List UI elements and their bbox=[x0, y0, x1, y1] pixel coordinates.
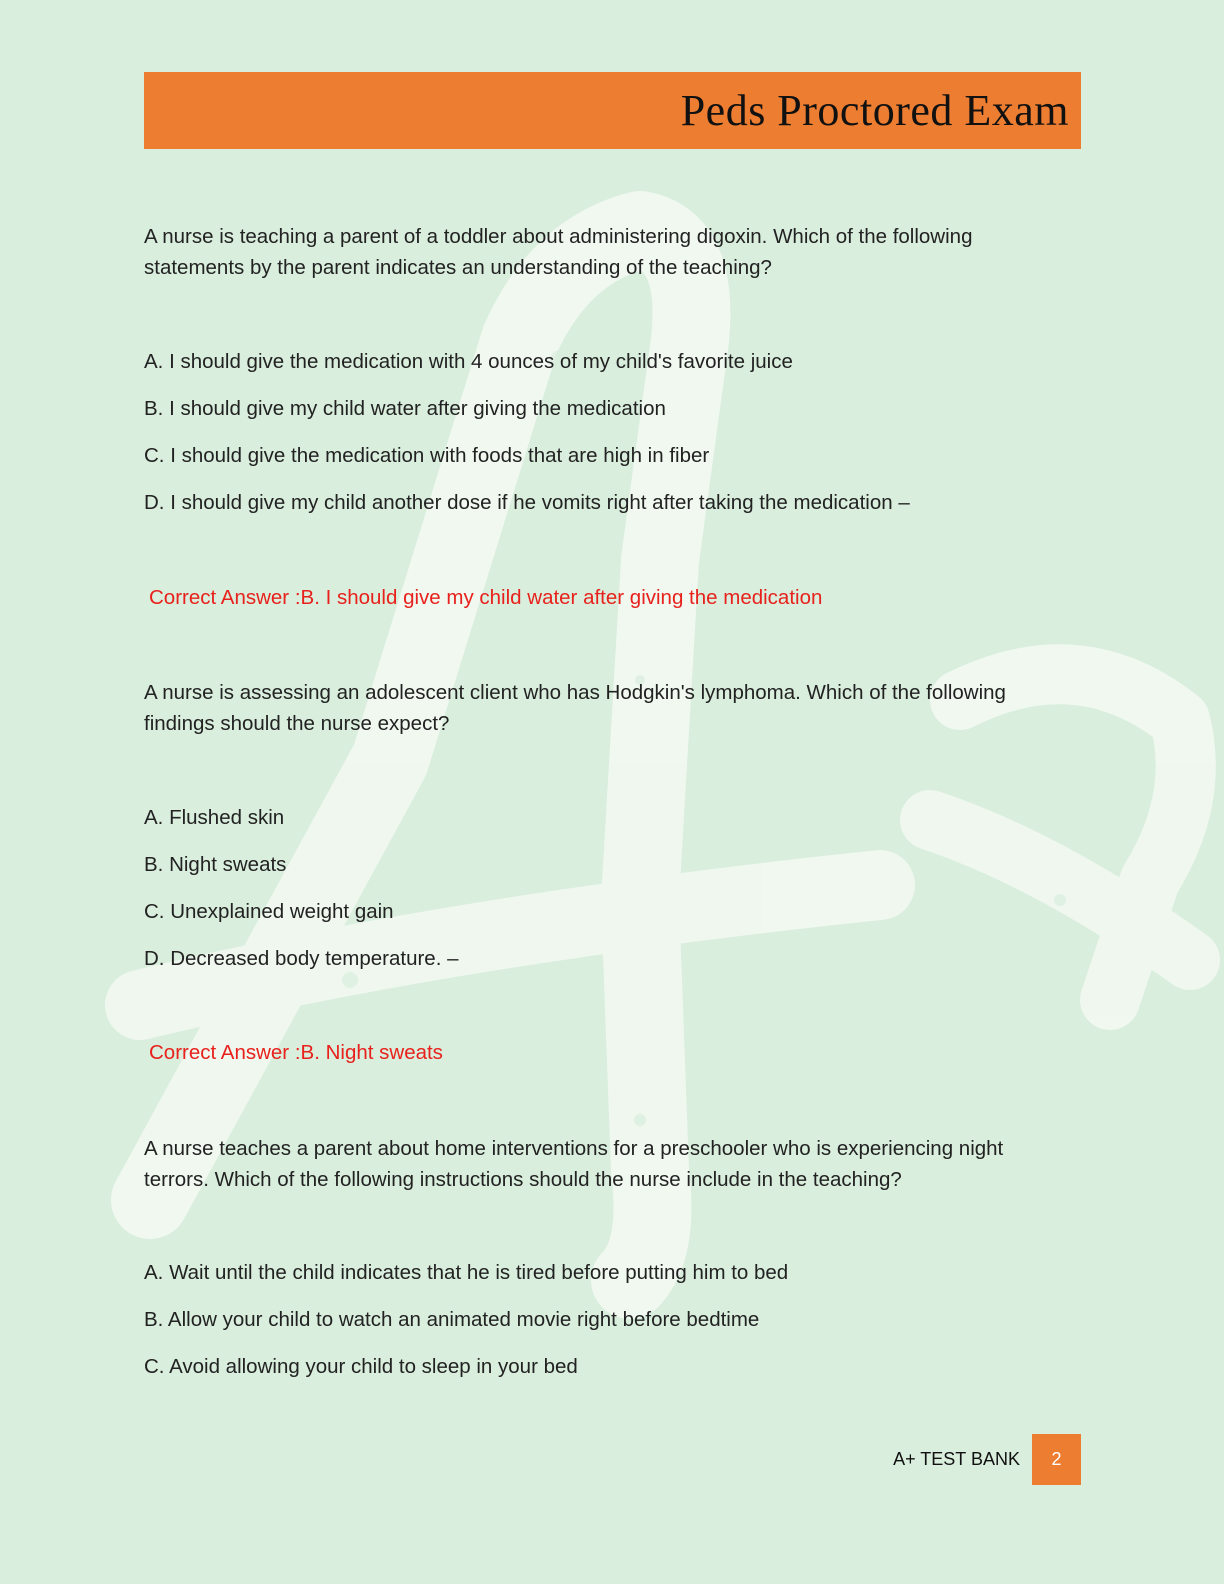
page-title: Peds Proctored Exam bbox=[680, 86, 1069, 135]
question-2-stem: A nurse is assessing an adolescent client who has Hodgkin's lymphoma. Which of the following findings should the nurse expect? bbox=[144, 681, 1006, 735]
question-1-option-c: C. I should give the medication with foods that are high in fiber bbox=[144, 444, 710, 467]
question-1-correct-answer: Correct Answer :B. I should give my child water after giving the medication bbox=[149, 586, 823, 609]
question-1-option-b: B. I should give my child water after giving the medication bbox=[144, 397, 666, 420]
question-1-option-d: D. I should give my child another dose if he vomits right after taking the medication – bbox=[144, 491, 910, 514]
header-banner bbox=[144, 72, 1081, 149]
question-1-option-a: A. I should give the medication with 4 ounces of my child's favorite juice bbox=[144, 350, 793, 373]
question-3-option-a: A. Wait until the child indicates that he is tired before putting him to bed bbox=[144, 1261, 789, 1284]
question-3-stem: A nurse teaches a parent about home interventions for a preschooler who is experiencing night terrors. Which of the following instructions should the nurse include in the teaching? bbox=[144, 1137, 1004, 1191]
question-2-option-b: B. Night sweats bbox=[144, 853, 287, 876]
question-3-option-c: C. Avoid allowing your child to sleep in your bed bbox=[144, 1355, 578, 1378]
question-1-stem: A nurse is teaching a parent of a toddler about administering digoxin. Which of the following statements by the parent indicates an understanding of the teaching? bbox=[144, 225, 973, 279]
question-2-option-a: A. Flushed skin bbox=[144, 806, 285, 829]
question-2-option-c: C. Unexplained weight gain bbox=[144, 900, 394, 923]
question-2-option-d: D. Decreased body temperature. – bbox=[144, 947, 459, 970]
question-3-option-b: B. Allow your child to watch an animated movie right before bedtime bbox=[144, 1308, 760, 1331]
footer-label: A+ TEST BANK bbox=[893, 1449, 1020, 1469]
question-2-correct-answer: Correct Answer :B. Night sweats bbox=[149, 1041, 443, 1064]
page-number: 2 bbox=[1032, 1434, 1081, 1485]
